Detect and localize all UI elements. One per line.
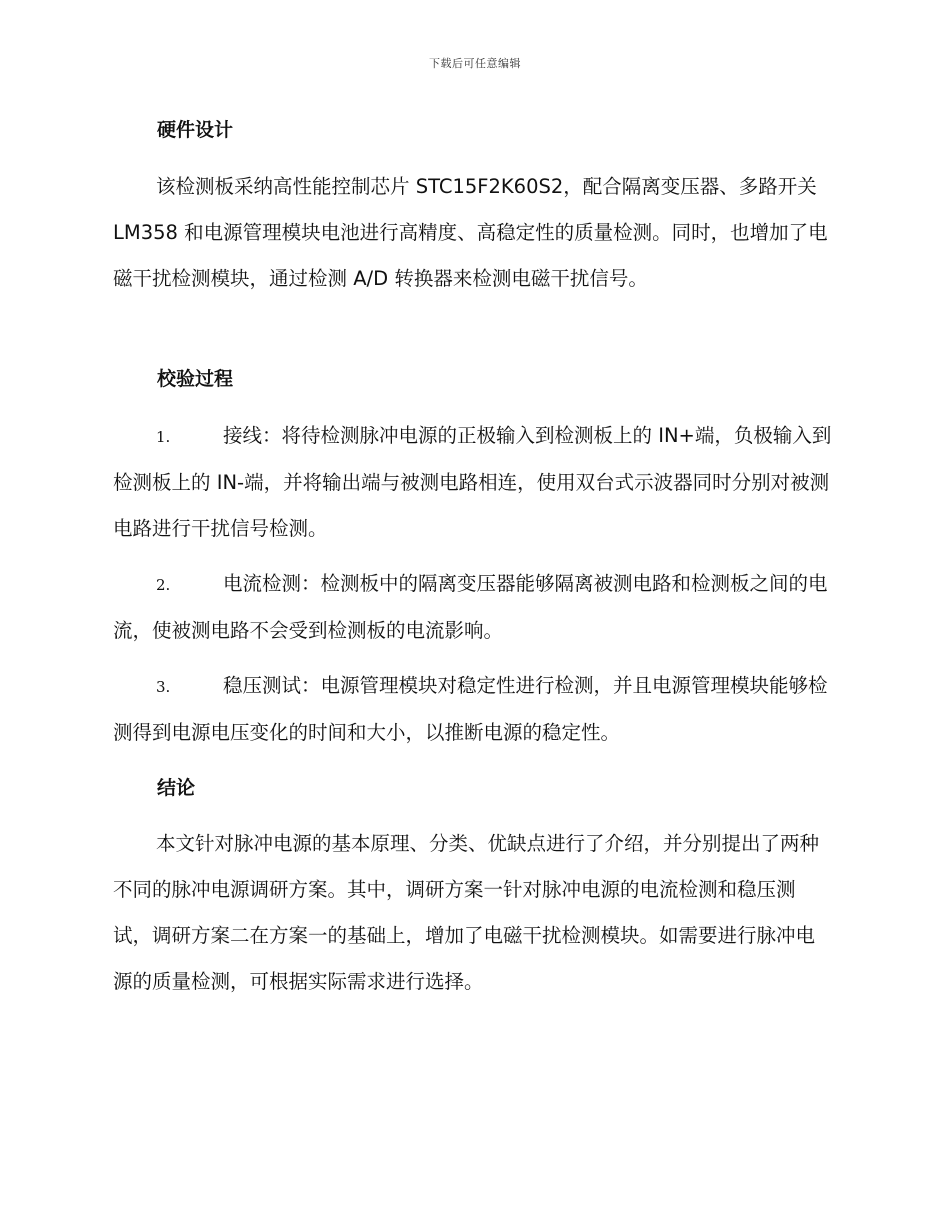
list-item-number: 2. [156, 576, 171, 594]
paragraph-hardware: 该检测板采纳高性能控制芯片 STC15F2K60S2，配合隔离变压器、多路开关 LM358 和电源管理模块电池进行高精度、高稳定性的质量检测。同时，也增加了电磁干扰检测模块，通过检测 A/D 转换器来检测电磁干扰信号。 [113, 175, 828, 290]
list-item-text: 稳压测试：电源管理模块对稳定性进行检测，并且电源管理模块能够检测得到电源电压变化的时间和大小，以推断电源的稳定性。 [113, 674, 828, 744]
page-header: 下载后可任意编辑 [429, 57, 521, 70]
section-heading-hardware: 硬件设计 [157, 119, 234, 141]
section-heading-conclusion: 结论 [157, 777, 196, 799]
paragraph-conclusion: 本文针对脉冲电源的基本原理、分类、优缺点进行了介绍，并分别提出了两种不同的脉冲电源调研方案。其中，调研方案一针对脉冲电源的电流检测和稳压测试，调研方案二在方案一的基础上，增加了电磁干扰检测模块。如需要进行脉冲电源的质量检测，可根据实际需求进行选择。 [113, 832, 820, 993]
list-item [113, 413, 833, 552]
list-item [113, 561, 833, 654]
list-item [113, 663, 833, 756]
section-heading-process: 校验过程 [157, 368, 234, 390]
list-item-number: 3. [156, 678, 171, 696]
list-item-text: 电流检测：检测板中的隔离变压器能够隔离被测电路和检测板之间的电流，使被测电路不会受到检测板的电流影响。 [113, 572, 828, 642]
list-item-text: 接线：将待检测脉冲电源的正极输入到检测板上的 IN+端，负极输入到检测板上的 IN-端，并将输出端与被测电路相连，使用双台式示波器同时分别对被测电路进行干扰信号检测。 [113, 424, 832, 540]
list-item-number: 1. [156, 428, 171, 446]
